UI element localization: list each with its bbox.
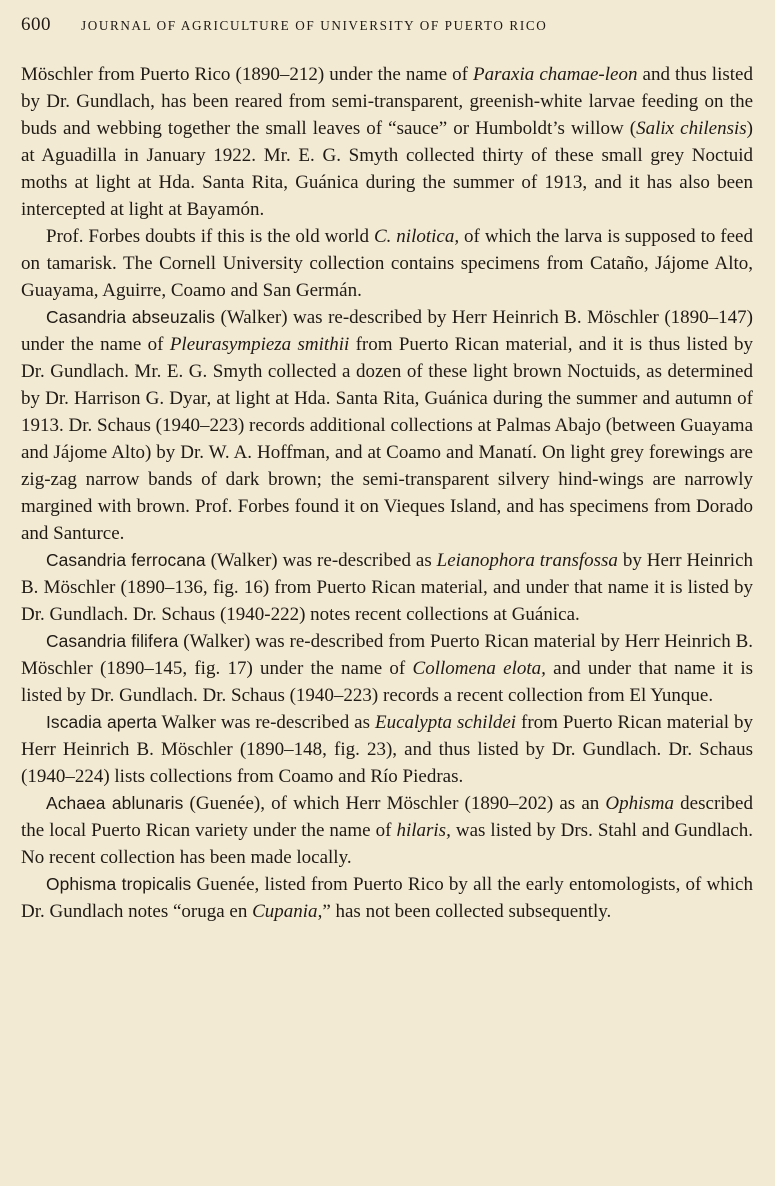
text-run: (Walker) was re-described as xyxy=(205,550,437,571)
italic-name: Collomena elota, xyxy=(412,658,546,679)
text-run: of which the larva is supposed to feed on tamarisk. The Cornell University collection contains specimens from Cataño, Jájome Alto, Guayama, Aguirre, Coamo and San Germán. xyxy=(21,226,753,301)
paragraph-ophisma-tropicalis xyxy=(21,871,753,925)
species-name: Ophisma tropicalis xyxy=(46,874,192,894)
text-run: (Walker) was re-described by Herr Heinrich B. Möschler (1890–147) under the name of xyxy=(21,307,753,355)
paragraph-continued xyxy=(21,61,753,223)
text-run: by Herr Heinrich B. Möschler (1890–136, fig. 16) from Puerto Rican material, and under that name it is listed by Dr. Gundlach. Dr. Schaus (1940-222) notes recent collections at Guánica. xyxy=(21,550,753,625)
text-run: (Walker) was re-described from Puerto Rican material by Herr Heinrich B. Möschler (1890–145, fig. 17) under the name of xyxy=(21,631,753,679)
journal-title: JOURNAL OF AGRICULTURE OF UNIVERSITY OF PUERTO RICO xyxy=(81,18,548,33)
species-name: Casandria abseuzalis xyxy=(46,307,216,327)
italic-name: Eucalypta schildei xyxy=(374,712,517,733)
italic-name: Pleurasympieza smithii xyxy=(169,334,350,355)
text-run: Möschler from Puerto Rico (1890–212) under the name of xyxy=(21,64,474,85)
italic-name: hilaris, xyxy=(396,820,451,841)
italic-name: Ophisma xyxy=(605,793,675,814)
text-run: was listed by Drs. Stahl and Gundlach. No recent collection has been made locally. xyxy=(21,820,753,868)
page-number: 600 xyxy=(21,14,51,35)
text-run: described the local Puerto Rican variety under the name of xyxy=(21,793,753,841)
text-run: from Puerto Rican material by Herr Heinrich B. Möschler (1890–148, fig. 23), and thus listed by Dr. Gundlach. Dr. Schaus (1940–224) lists collections from Coamo and Río Piedras. xyxy=(21,712,753,787)
text-run: from Puerto Rican material, and it is thus listed by Dr. Gundlach. Mr. E. G. Smyth collected a dozen of these light brown Noctuids, as determined by Dr. Harrison G. Dyar, at light at Hda. Santa Rita, Guánica during the summer and autumn of 1913. Dr. Schaus (1940–223) records additional collections at Palmas Abajo (between Guayama and Jájome Alto) by Dr. W. A. Hoffman, and at Coamo and Manatí. On light grey forewings are zig-zag narrow bands of dark brown; the semi-transparent silvery hind-wings are narrowly margined with brown. Prof. Forbes found it on Vieques Island, and has specimens from Dorado and Santurce. xyxy=(21,334,753,544)
text-run: ) at Aguadilla in January 1922. Mr. E. G. Smyth collected thirty of these small grey Noctuid moths at light at Hda. Santa Rita, Guánica during the summer of 1913, and it has also been intercepted at light at Bayamón. xyxy=(21,118,753,220)
text-run: Guenée, listed from Puerto Rico by all the early entomologists, of which Dr. Gundlach notes “oruga en xyxy=(21,874,753,922)
text-run: (Guenée), of which Herr Möschler (1890–202) as an xyxy=(183,793,606,814)
species-name: Iscadia aperta xyxy=(46,712,157,732)
italic-name: Paraxia chamae-leon xyxy=(473,64,638,85)
text-run: Walker was re-described as xyxy=(156,712,375,733)
text-run: and thus listed by Dr. Gundlach, has been reared from semi-transparent, greenish-white larvae feeding on the buds and webbing together the small leaves of “sauce” or Humboldt’s willow ( xyxy=(21,64,753,139)
species-name: Casandria ferrocana xyxy=(46,550,206,570)
paragraph-casandria-abseuzalis xyxy=(21,304,753,547)
paragraph-forbes-note xyxy=(21,223,753,304)
italic-name: Salix chilensis xyxy=(636,118,747,139)
paragraph-casandria-filifera xyxy=(21,628,753,709)
italic-name: Leianophora transfossa xyxy=(436,550,618,571)
text-run: Prof. Forbes doubts if this is the old world xyxy=(46,226,374,247)
body-text xyxy=(21,61,753,925)
italic-name: Cupania xyxy=(252,901,318,922)
text-run: ,” has not been collected subsequently. xyxy=(317,901,612,922)
running-head xyxy=(21,14,753,51)
species-name: Casandria filifera xyxy=(46,631,179,651)
text-run: and under that name it is listed by Dr. Gundlach. Dr. Schaus (1940–223) records a recent collection from El Yunque. xyxy=(21,658,753,706)
species-name: Achaea ablunaris xyxy=(46,793,184,813)
paragraph-casandria-ferrocana xyxy=(21,547,753,628)
paragraph-iscadia-aperta xyxy=(21,709,753,790)
paragraph-achaea-ablunaris xyxy=(21,790,753,871)
italic-name: C. nilotica, xyxy=(373,226,460,247)
